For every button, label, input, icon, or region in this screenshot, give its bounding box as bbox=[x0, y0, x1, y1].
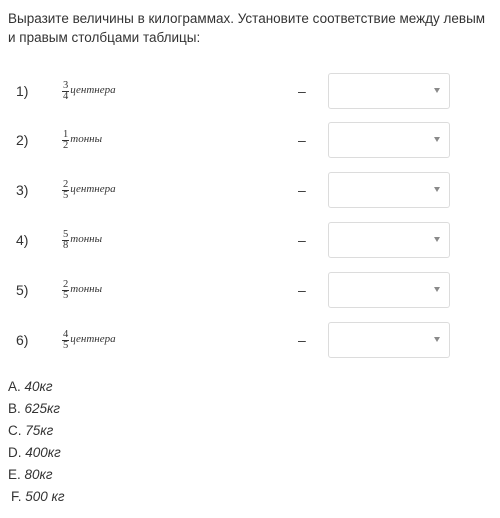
option-letter: D. bbox=[8, 445, 22, 460]
row-dash: – bbox=[298, 332, 306, 348]
fraction-numerator: 2 bbox=[63, 178, 69, 190]
fraction-numerator: 1 bbox=[63, 128, 69, 140]
fraction-denominator: 8 bbox=[63, 239, 69, 251]
fraction bbox=[62, 130, 69, 151]
quantity-unit: центнера bbox=[70, 84, 116, 96]
chevron-down-icon bbox=[434, 287, 440, 292]
row-number: 5) bbox=[16, 282, 29, 298]
fraction bbox=[62, 330, 69, 351]
fraction-denominator: 5 bbox=[63, 189, 69, 201]
option-value: 40кг bbox=[24, 379, 53, 394]
answer-select-3[interactable] bbox=[328, 172, 450, 208]
chevron-down-icon bbox=[434, 88, 440, 93]
fraction-numerator: 3 bbox=[63, 79, 69, 91]
row-dash: – bbox=[298, 182, 306, 198]
chevron-down-icon bbox=[434, 187, 440, 192]
quantity bbox=[62, 220, 102, 260]
answer-options bbox=[8, 376, 65, 508]
fraction-numerator: 2 bbox=[63, 278, 69, 290]
fraction-denominator: 4 bbox=[63, 90, 69, 102]
row-number: 6) bbox=[16, 332, 29, 348]
row-dash: – bbox=[298, 132, 306, 148]
option-value: 625кг bbox=[24, 401, 61, 416]
option-d bbox=[8, 442, 65, 464]
fraction-denominator: 5 bbox=[63, 339, 69, 351]
quantity-unit: центнера bbox=[70, 333, 116, 345]
quantity-unit: тонны bbox=[70, 283, 103, 295]
option-value: 500 кг bbox=[25, 489, 65, 504]
option-c bbox=[8, 420, 65, 442]
matching-row-2 bbox=[0, 120, 500, 160]
chevron-down-icon bbox=[434, 137, 440, 142]
option-letter: F. bbox=[11, 489, 22, 504]
row-dash: – bbox=[298, 282, 306, 298]
fraction bbox=[62, 81, 69, 102]
matching-row-6 bbox=[0, 320, 500, 360]
fraction bbox=[62, 280, 69, 301]
quantity bbox=[62, 120, 102, 160]
option-f bbox=[8, 486, 65, 508]
quantity bbox=[62, 170, 116, 210]
row-number: 3) bbox=[16, 182, 29, 198]
option-e bbox=[8, 464, 65, 486]
quantity bbox=[62, 270, 102, 310]
answer-select-6[interactable] bbox=[328, 322, 450, 358]
matching-row-5 bbox=[0, 270, 500, 310]
matching-row-1 bbox=[0, 71, 500, 111]
option-letter: A. bbox=[8, 379, 21, 394]
row-dash: – bbox=[298, 83, 306, 99]
option-letter: E. bbox=[8, 467, 21, 482]
option-value: 80кг bbox=[24, 467, 53, 482]
fraction-numerator: 5 bbox=[63, 228, 69, 240]
option-a bbox=[8, 376, 65, 398]
chevron-down-icon bbox=[434, 237, 440, 242]
option-value: 75кг bbox=[25, 423, 54, 438]
quantity bbox=[62, 320, 116, 360]
quantity-unit: тонны bbox=[70, 233, 103, 245]
row-dash: – bbox=[298, 232, 306, 248]
option-b bbox=[8, 398, 65, 420]
option-value: 400кг bbox=[25, 445, 61, 460]
question-text: Выразите величины в килограммах. Установите соответствие между левым и правым столбцами таблицы: bbox=[8, 11, 486, 45]
answer-select-4[interactable] bbox=[328, 222, 450, 258]
answer-select-5[interactable] bbox=[328, 272, 450, 308]
fraction-denominator: 5 bbox=[63, 289, 69, 301]
row-number: 4) bbox=[16, 232, 29, 248]
fraction bbox=[62, 230, 69, 251]
matching-row-3 bbox=[0, 170, 500, 210]
answer-select-2[interactable] bbox=[328, 122, 450, 158]
quantity-unit: центнера bbox=[70, 183, 116, 195]
quantity-unit: тонны bbox=[70, 133, 103, 145]
quantity bbox=[62, 71, 116, 111]
option-letter: B. bbox=[8, 401, 21, 416]
fraction-denominator: 2 bbox=[63, 139, 69, 151]
row-number: 2) bbox=[16, 132, 29, 148]
option-letter: C. bbox=[8, 423, 22, 438]
matching-row-4 bbox=[0, 220, 500, 260]
fraction bbox=[62, 180, 69, 201]
row-number: 1) bbox=[16, 83, 29, 99]
fraction-numerator: 4 bbox=[63, 328, 69, 340]
answer-select-1[interactable] bbox=[328, 73, 450, 109]
chevron-down-icon bbox=[434, 337, 440, 342]
